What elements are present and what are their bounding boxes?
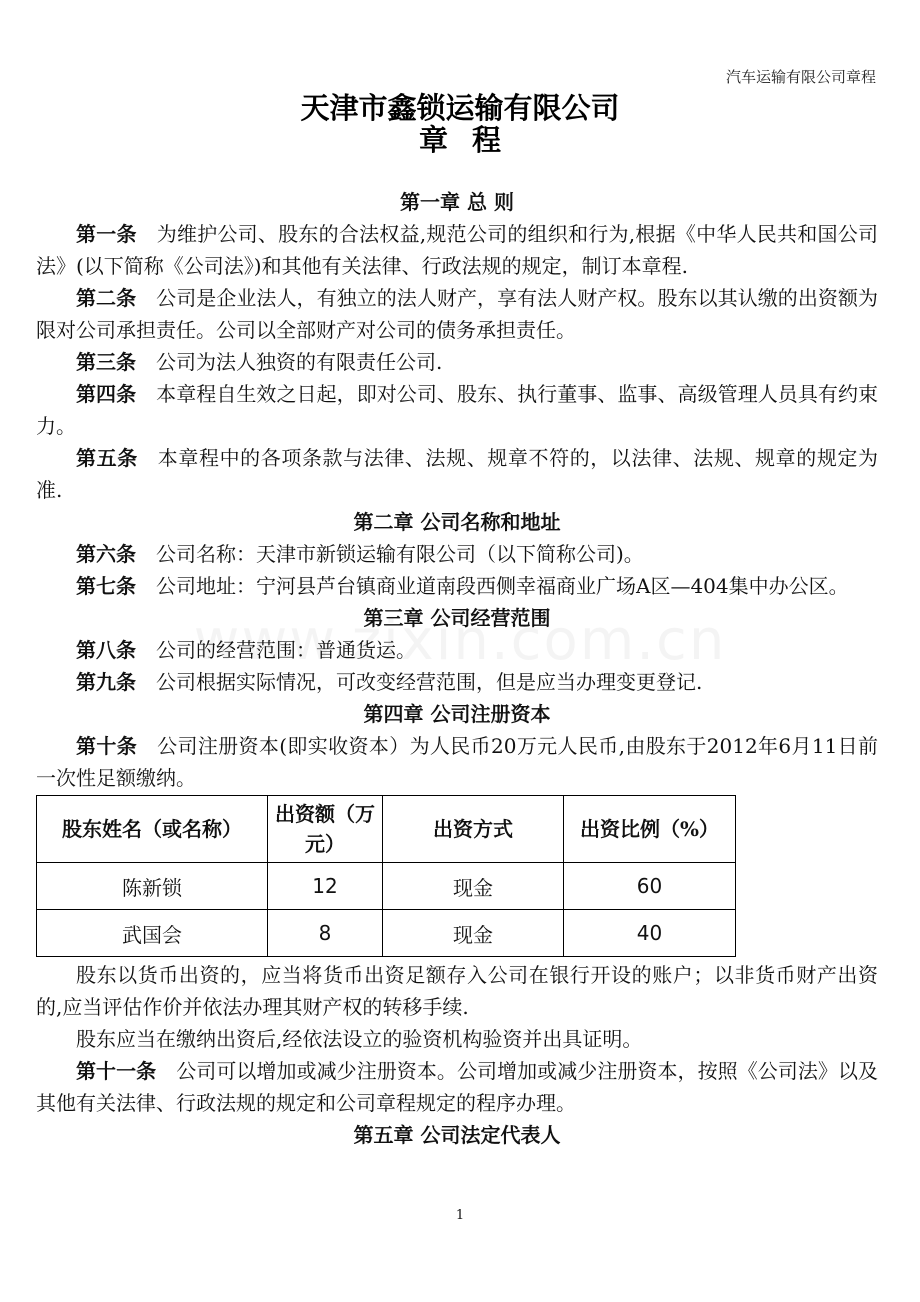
article-label: 第十一条 xyxy=(76,1059,157,1083)
paragraph: 股东以货币出资的，应当将货币出资足额存入公司在银行开设的账户；以非货币财产出资的,应当评估作价并依法办理其财产权的转移手续. xyxy=(36,963,878,1019)
contribution-ratio: 40 xyxy=(564,910,736,957)
article-9 xyxy=(36,666,878,698)
article-4 xyxy=(36,378,878,442)
article-3 xyxy=(36,346,878,378)
article-text: 公司为法人独资的有限责任公司. xyxy=(156,350,443,374)
article-text: 公司是企业法人，有独立的法人财产，享有法人财产权。股东以其认缴的出资额为限对公司承担责任。公司以全部财产对公司的债务承担责任。 xyxy=(36,286,879,342)
contribution-method: 现金 xyxy=(383,863,564,910)
article-text: 公司可以增加或减少注册资本。公司增加或减少注册资本，按照《公司法》以及其他有关法律、行政法规的规定和公司章程规定的程序办理。 xyxy=(36,1059,879,1115)
chapter-heading-3: 第三章 公司经营范围 xyxy=(363,606,551,630)
chapter-heading-4: 第四章 公司注册资本 xyxy=(363,702,551,726)
shareholder-name: 武国会 xyxy=(37,910,268,957)
article-6 xyxy=(36,538,878,570)
contribution-method: 现金 xyxy=(383,910,564,957)
article-text: 公司的经营范围：普通货运。 xyxy=(156,638,416,662)
chapter-heading-5: 第五章 公司法定代表人 xyxy=(353,1123,561,1147)
paragraph: 股东应当在缴纳出资后,经依法设立的验资机构验资并出具证明。 xyxy=(76,1027,643,1051)
article-text: 本章程中的各项条款与法律、法规、规章不符的，以法律、法规、规章的规定为准. xyxy=(36,446,879,502)
article-text: 公司地址：宁河县芦台镇商业道南段西侧幸福商业广场A区—404集中办公区。 xyxy=(156,574,849,598)
contribution-ratio: 60 xyxy=(564,863,736,910)
article-label: 第五条 xyxy=(76,446,138,470)
column-header: 出资额（万元） xyxy=(268,796,383,863)
article-1 xyxy=(36,218,878,282)
chapter-heading-2: 第二章 公司名称和地址 xyxy=(353,510,561,534)
article-text: 公司根据实际情况，可改变经营范围，但是应当办理变更登记. xyxy=(156,670,703,694)
article-label: 第九条 xyxy=(76,670,136,694)
article-label: 第一条 xyxy=(76,222,137,246)
table-row xyxy=(37,910,736,957)
article-7 xyxy=(36,570,878,602)
article-text: 本章程自生效之日起，即对公司、股东、执行董事、监事、高级管理人员具有约束力。 xyxy=(36,382,879,438)
page-number: 1 xyxy=(455,1208,465,1223)
article-text: 公司注册资本(即实收资本）为人民币20万元人民币,由股东于2012年6月11日前一次性足额缴纳。 xyxy=(36,734,879,790)
article-text: 公司名称：天津市新锁运输有限公司（以下简称公司)。 xyxy=(156,542,644,566)
contribution-amount: 8 xyxy=(268,910,383,957)
document-subtitle: 章程 xyxy=(418,123,525,157)
article-10 xyxy=(36,730,878,794)
shareholder-table xyxy=(36,795,736,957)
column-header: 出资方式 xyxy=(383,796,564,863)
column-header: 出资比例（%） xyxy=(564,796,736,863)
article-8 xyxy=(36,634,878,666)
running-header: 汽车运输有限公司章程 xyxy=(725,68,876,86)
document-title: 天津市鑫锁运输有限公司 xyxy=(300,91,620,125)
table-row xyxy=(37,863,736,910)
article-11 xyxy=(36,1055,878,1119)
contribution-amount: 12 xyxy=(268,863,383,910)
article-label: 第四条 xyxy=(76,382,137,406)
chapter-heading-1: 第一章 总 则 xyxy=(400,190,514,214)
article-label: 第八条 xyxy=(76,638,136,662)
article-label: 第六条 xyxy=(76,542,136,566)
column-header: 股东姓名（或名称） xyxy=(37,796,268,863)
article-label: 第七条 xyxy=(76,574,136,598)
article-label: 第二条 xyxy=(76,286,137,310)
article-5 xyxy=(36,442,878,506)
document-body xyxy=(36,186,878,1151)
article-text: 为维护公司、股东的合法权益,规范公司的组织和行为,根据《中华人民共和国公司法》(以下简称《公司法》)和其他有关法律、行政法规的规定，制订本章程. xyxy=(36,222,879,278)
article-label: 第十条 xyxy=(76,734,138,758)
table-header-row xyxy=(37,796,736,863)
article-label: 第三条 xyxy=(76,350,136,374)
article-2 xyxy=(36,282,878,346)
shareholder-name: 陈新锁 xyxy=(37,863,268,910)
